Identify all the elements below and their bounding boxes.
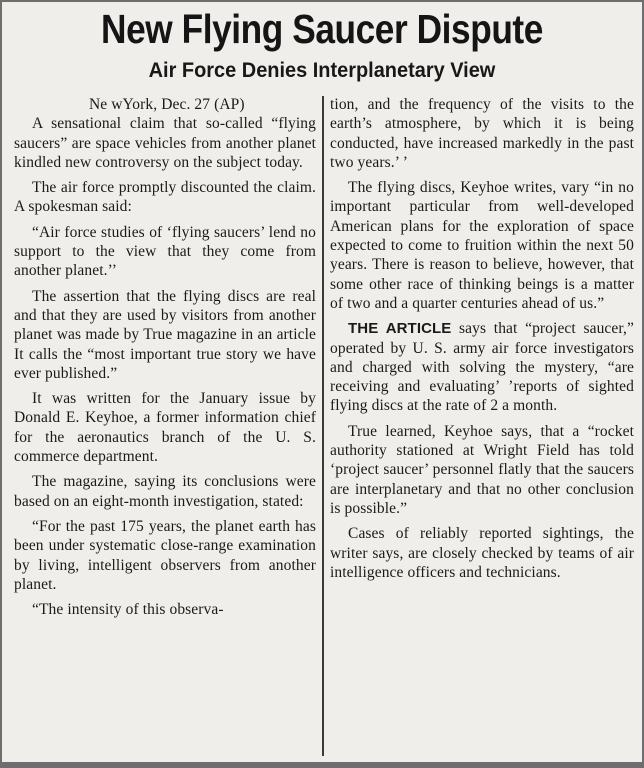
paragraph: A sensational claim that so-called “flying saucers” are space vehicles from another planet kindled new controversy on the subject today. [14,115,316,171]
paragraph: Cases of reliably reported sightings, the writer says, are closely checked by teams of air intelligence officers and technicians. [330,525,634,581]
paragraph [330,319,634,415]
headline: New Flying Saucer Dispute [101,6,543,52]
paragraph: The magazine, saying its conclusions were based on an eight-month investigation, stated: [14,473,316,510]
column-rule [322,96,324,756]
run-in-heading: THE ARTICLE [348,320,452,338]
article-column-left [14,95,316,619]
paragraph: It was written for the January issue by Donald E. Keyhoe, a former information chief for the aeronautics branch of the U. S. commerce department. [14,390,316,466]
paragraph: “The intensity of this observa- [32,601,224,619]
dateline: Ne wYork, Dec. 27 (AP) [89,96,245,113]
paragraph: tion, and the frequency of the visits to the earth’s atmosphere, by which it is being conducted, have increased markedly in the past two years.’ ’ [330,96,634,171]
article-column-right [330,95,634,582]
subheadline: Air Force Denies Interplanetary View [148,59,496,82]
paragraph-text: says that “project saucer,” operated by U. S. army air force investigators and charged with solving the mystery, “are receiving and evaluating’ ’reports of sighted flying discs at the rate of 2 a month. [330,320,634,415]
paragraph: True learned, Keyhoe says, that a “rocket authority stationed at Wright Field has told ‘project saucer’ personnel flatly that the saucers are interplanetary and that no other conclusion is possible.” [330,422,634,517]
paragraph: The assertion that the flying discs are real and that they are used by visitors from another planet was made by True magazine in an article It calls the “most important true story we have ever published.” [14,287,316,382]
paragraph: “For the past 175 years, the planet earth has been under systematic close-range examination by living, intelligent observers from another planet. [14,517,316,593]
paragraph: The air force promptly discounted the claim. A spokesman said: [14,179,316,216]
paragraph: The flying discs, Keyhoe writes, vary “in no important particular from well-developed American plans for the exploration of space expected to come to fruition within the next 50 years. There is reason to believe, however, that some other race of thinking beings is a matter of two and a quarter centuries ahead of us.” [330,179,634,312]
paragraph: “Air force studies of ‘flying saucers’ lend no support to the view that they come from another planet.’’ [14,223,316,280]
